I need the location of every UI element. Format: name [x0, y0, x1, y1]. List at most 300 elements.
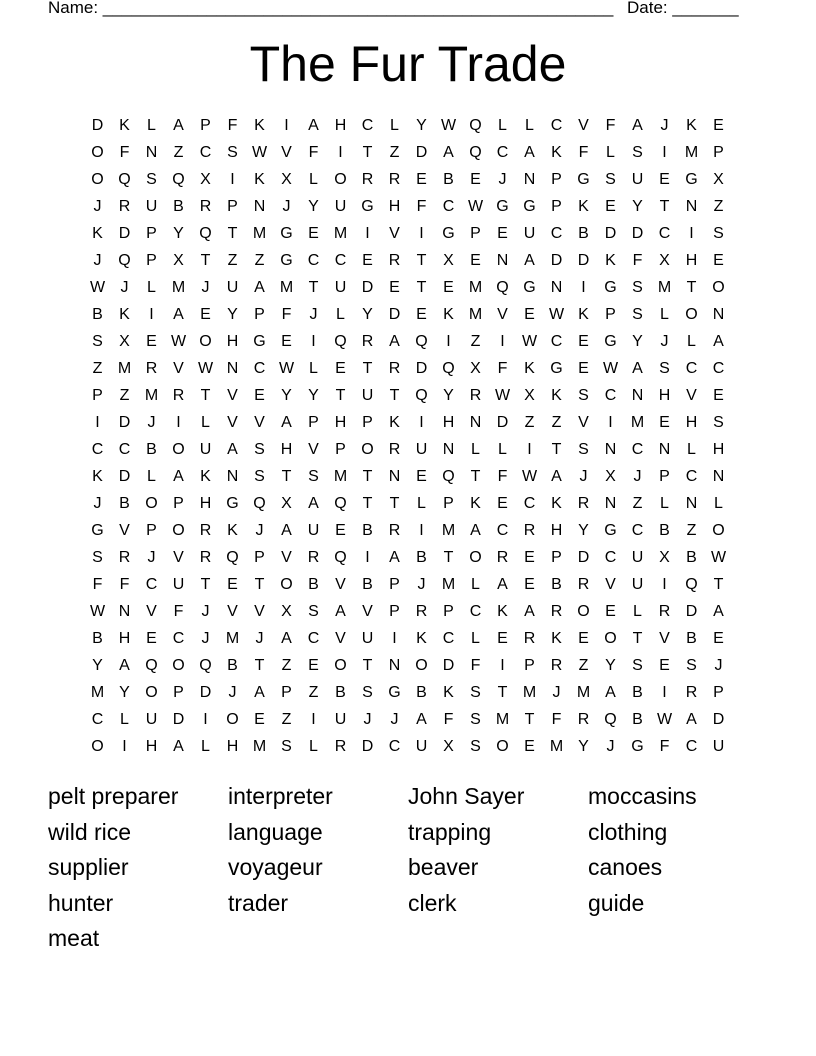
grid-letter: J — [201, 279, 210, 296]
grid-letter: A — [470, 522, 481, 539]
date-field-label: Date: _______ — [627, 0, 739, 17]
grid-letter: V — [497, 306, 508, 323]
grid-letter: T — [713, 576, 724, 593]
grid-letter: K — [443, 684, 454, 701]
grid-letter: L — [498, 117, 507, 134]
grid-letter: L — [147, 117, 156, 134]
grid-letter: L — [390, 117, 399, 134]
grid-letter: M — [441, 522, 456, 539]
grid-letter: T — [632, 630, 643, 647]
grid-letter: J — [660, 117, 669, 134]
grid-letter: N — [658, 441, 671, 458]
grid-letter: G — [280, 252, 293, 269]
grid-letter: K — [524, 360, 535, 377]
grid-letter: E — [335, 522, 346, 539]
grid-letter: N — [388, 468, 401, 485]
grid-letter: C — [685, 738, 698, 755]
grid-letter: N — [685, 495, 698, 512]
grid-letter: I — [419, 414, 424, 431]
grid-letter: N — [253, 198, 266, 215]
grid-letter: B — [686, 549, 697, 566]
grid-letter: A — [281, 522, 292, 539]
grid-row — [84, 328, 732, 355]
grid-letter: T — [551, 441, 562, 458]
grid-letter: D — [550, 252, 563, 269]
grid-letter: N — [145, 144, 158, 161]
grid-letter: R — [523, 522, 536, 539]
grid-letter: R — [577, 711, 590, 728]
grid-letter: P — [254, 549, 265, 566]
grid-letter: G — [604, 333, 617, 350]
grid-letter: B — [362, 522, 373, 539]
grid-letter: C — [334, 252, 347, 269]
grid-letter: T — [362, 468, 373, 485]
grid-letter: O — [199, 333, 212, 350]
grid-letter: I — [122, 738, 127, 755]
grid-letter: S — [713, 225, 724, 242]
grid-letter: K — [119, 117, 130, 134]
grid-letter: Q — [334, 495, 347, 512]
grid-letter: N — [226, 360, 239, 377]
grid-letter: D — [604, 225, 617, 242]
grid-letter: N — [469, 414, 482, 431]
grid-letter: E — [470, 252, 481, 269]
grid-letter: C — [307, 630, 320, 647]
grid-letter: J — [660, 333, 669, 350]
grid-letter: I — [284, 117, 289, 134]
grid-letter: O — [685, 306, 698, 323]
grid-letter: O — [334, 657, 347, 674]
grid-letter: Q — [442, 468, 455, 485]
grid-letter: A — [524, 603, 535, 620]
grid-letter: E — [713, 117, 724, 134]
grid-letter: R — [577, 576, 590, 593]
grid-letter: A — [173, 468, 184, 485]
grid-letter: H — [685, 414, 698, 431]
grid-letter: Y — [119, 684, 130, 701]
grid-letter: Y — [416, 117, 427, 134]
grid-letter: E — [146, 333, 157, 350]
grid-letter: G — [388, 684, 401, 701]
grid-letter: O — [334, 171, 347, 188]
grid-letter: Z — [227, 252, 238, 269]
grid-letter: B — [686, 630, 697, 647]
grid-letter: D — [442, 657, 455, 674]
grid-letter: I — [311, 711, 316, 728]
grid-letter: D — [631, 225, 644, 242]
grid-letter: R — [118, 198, 131, 215]
grid-letter: P — [146, 225, 157, 242]
word-bank-item: John Sayer — [408, 783, 525, 809]
grid-letter: Y — [605, 657, 616, 674]
grid-letter: X — [659, 549, 670, 566]
grid-letter: T — [362, 360, 373, 377]
grid-letter: R — [388, 522, 401, 539]
grid-letter: A — [389, 549, 400, 566]
grid-letter: U — [145, 711, 158, 728]
grid-letter: V — [173, 360, 184, 377]
grid-letter: E — [578, 360, 589, 377]
grid-letter: B — [335, 684, 346, 701]
grid-row — [84, 139, 732, 166]
grid-letter: V — [335, 630, 346, 647]
grid-letter: J — [714, 657, 723, 674]
grid-letter: F — [659, 738, 670, 755]
grid-letter: M — [117, 360, 132, 377]
grid-letter: A — [308, 495, 319, 512]
grid-letter: A — [173, 738, 184, 755]
grid-letter: I — [203, 711, 208, 728]
grid-letter: A — [254, 684, 265, 701]
grid-letter: Z — [551, 414, 562, 431]
grid-letter: G — [280, 225, 293, 242]
grid-letter: E — [443, 279, 454, 296]
grid-letter: R — [523, 630, 536, 647]
grid-letter: N — [631, 387, 644, 404]
grid-letter: I — [581, 279, 586, 296]
grid-row — [84, 382, 732, 409]
grid-letter: Q — [334, 333, 347, 350]
grid-letter: E — [416, 468, 427, 485]
grid-letter: I — [689, 225, 694, 242]
grid-letter: P — [227, 198, 238, 215]
grid-letter: N — [523, 171, 536, 188]
grid-letter: J — [363, 711, 372, 728]
grid-letter: A — [281, 414, 292, 431]
grid-letter: M — [495, 711, 510, 728]
name-field-label: Name: ______________________________________________________ — [48, 0, 614, 17]
grid-letter: F — [119, 144, 130, 161]
grid-letter: R — [469, 387, 482, 404]
grid-letter: Z — [254, 252, 265, 269]
grid-letter: M — [252, 225, 267, 242]
grid-letter: O — [145, 495, 158, 512]
grid-letter: A — [713, 603, 724, 620]
grid-letter: G — [685, 171, 698, 188]
grid-letter: J — [93, 198, 102, 215]
grid-letter: U — [523, 225, 536, 242]
grid-letter: P — [389, 603, 400, 620]
grid-row — [84, 112, 732, 139]
grid-letter: C — [145, 576, 158, 593]
grid-letter: M — [630, 414, 645, 431]
grid-letter: R — [550, 603, 563, 620]
grid-letter: X — [470, 360, 481, 377]
grid-letter: V — [227, 414, 238, 431]
grid-letter: P — [470, 225, 481, 242]
grid-letter: U — [334, 198, 347, 215]
grid-letter: K — [497, 603, 508, 620]
grid-letter: O — [604, 630, 617, 647]
grid-letter: Q — [685, 576, 698, 593]
grid-letter: E — [497, 495, 508, 512]
grid-letter: A — [335, 603, 346, 620]
grid-letter: B — [308, 576, 319, 593]
grid-letter: L — [633, 603, 642, 620]
grid-letter: R — [199, 522, 212, 539]
grid-letter: V — [686, 387, 697, 404]
grid-letter: X — [713, 171, 724, 188]
grid-letter: V — [389, 225, 400, 242]
grid-letter: T — [497, 684, 508, 701]
grid-letter: E — [713, 630, 724, 647]
grid-letter: H — [280, 441, 293, 458]
grid-letter: U — [631, 549, 644, 566]
grid-row — [84, 679, 732, 706]
grid-letter: P — [551, 198, 562, 215]
grid-letter: A — [281, 630, 292, 647]
grid-letter: S — [632, 279, 643, 296]
grid-letter: Q — [334, 549, 347, 566]
grid-letter: U — [415, 441, 428, 458]
grid-letter: K — [92, 225, 103, 242]
grid-letter: W — [521, 468, 538, 485]
grid-letter: P — [281, 684, 292, 701]
grid-letter: F — [497, 360, 508, 377]
word-bank-item: wild rice — [48, 818, 132, 845]
grid-row — [84, 625, 732, 652]
grid-letter: S — [92, 333, 103, 350]
grid-letter: B — [632, 711, 643, 728]
grid-letter: M — [225, 630, 240, 647]
grid-letter: D — [118, 225, 131, 242]
grid-letter: W — [710, 549, 727, 566]
grid-letter: E — [389, 279, 400, 296]
grid-letter: T — [416, 279, 427, 296]
grid-letter: F — [605, 117, 616, 134]
word-bank-item: trader — [228, 889, 289, 916]
page-title: The Fur Trade — [249, 36, 567, 92]
grid-letter: D — [415, 144, 428, 161]
grid-letter: C — [496, 144, 509, 161]
grid-letter: N — [604, 495, 617, 512]
grid-letter: U — [415, 738, 428, 755]
grid-letter: U — [226, 279, 239, 296]
grid-letter: P — [146, 252, 157, 269]
grid-letter: I — [662, 684, 667, 701]
grid-letter: K — [551, 144, 562, 161]
grid-letter: N — [388, 657, 401, 674]
grid-letter: L — [687, 333, 696, 350]
grid-letter: C — [388, 738, 401, 755]
grid-letter: W — [89, 279, 106, 296]
grid-letter: F — [578, 144, 589, 161]
grid-letter: I — [365, 225, 370, 242]
grid-letter: M — [468, 306, 483, 323]
grid-letter: X — [659, 252, 670, 269]
grid-letter: N — [685, 198, 698, 215]
grid-letter: I — [149, 306, 154, 323]
grid-letter: J — [255, 522, 264, 539]
grid-letter: Z — [119, 387, 130, 404]
grid-letter: P — [659, 468, 670, 485]
grid-letter: V — [173, 549, 184, 566]
grid-letter: X — [443, 252, 454, 269]
grid-letter: G — [361, 198, 374, 215]
grid-letter: R — [658, 603, 671, 620]
grid-letter: S — [281, 738, 292, 755]
grid-letter: A — [524, 252, 535, 269]
grid-letter: C — [91, 711, 104, 728]
grid-letter: R — [685, 684, 698, 701]
grid-letter: S — [308, 603, 319, 620]
grid-letter: P — [713, 684, 724, 701]
grid-letter: A — [713, 333, 724, 350]
grid-letter: R — [199, 198, 212, 215]
grid-row — [84, 247, 732, 274]
grid-letter: D — [91, 117, 104, 134]
grid-letter: R — [172, 387, 185, 404]
grid-letter: V — [308, 441, 319, 458]
grid-letter: Z — [632, 495, 643, 512]
grid-letter: N — [712, 468, 725, 485]
grid-letter: T — [335, 387, 346, 404]
grid-letter: C — [199, 144, 212, 161]
grid-letter: T — [362, 144, 373, 161]
grid-letter: X — [119, 333, 130, 350]
grid-letter: Q — [226, 549, 239, 566]
grid-row — [84, 490, 732, 517]
grid-row — [84, 220, 732, 247]
grid-letter: G — [550, 360, 563, 377]
grid-letter: D — [172, 711, 185, 728]
grid-letter: D — [118, 468, 131, 485]
grid-letter: E — [254, 711, 265, 728]
grid-letter: K — [389, 414, 400, 431]
grid-letter: T — [254, 576, 265, 593]
grid-letter: Z — [578, 657, 589, 674]
grid-letter: N — [442, 441, 455, 458]
grid-letter: Q — [469, 144, 482, 161]
grid-letter: P — [362, 414, 373, 431]
grid-letter: J — [120, 279, 129, 296]
grid-letter: M — [90, 684, 105, 701]
grid-letter: V — [659, 630, 670, 647]
grid-letter: O — [415, 657, 428, 674]
grid-letter: K — [686, 117, 697, 134]
grid-letter: O — [91, 738, 104, 755]
grid-letter: J — [201, 603, 210, 620]
grid-letter: Q — [442, 360, 455, 377]
grid-letter: O — [172, 657, 185, 674]
grid-letter: I — [527, 441, 532, 458]
grid-letter: C — [550, 117, 563, 134]
grid-letter: L — [309, 738, 318, 755]
grid-letter: V — [254, 414, 265, 431]
grid-letter: S — [362, 684, 373, 701]
grid-letter: Y — [632, 198, 643, 215]
grid-row — [84, 274, 732, 301]
grid-row — [84, 544, 732, 571]
grid-letter: L — [606, 144, 615, 161]
grid-row — [84, 301, 732, 328]
grid-letter: U — [307, 522, 320, 539]
grid-letter: E — [281, 333, 292, 350]
grid-letter: G — [496, 198, 509, 215]
grid-letter: Y — [227, 306, 238, 323]
grid-letter: R — [118, 549, 131, 566]
grid-letter: Z — [281, 657, 292, 674]
grid-letter: K — [470, 495, 481, 512]
grid-letter: V — [362, 603, 373, 620]
grid-letter: S — [470, 738, 481, 755]
grid-letter: Z — [173, 144, 184, 161]
grid-letter: T — [254, 657, 265, 674]
grid-letter: H — [199, 495, 212, 512]
grid-letter: R — [388, 252, 401, 269]
grid-letter: G — [442, 225, 455, 242]
grid-letter: N — [118, 603, 131, 620]
grid-letter: O — [280, 576, 293, 593]
grid-letter: X — [200, 171, 211, 188]
grid-letter: C — [604, 549, 617, 566]
grid-row — [84, 436, 732, 463]
grid-letter: Z — [524, 414, 535, 431]
grid-letter: D — [361, 738, 374, 755]
grid-letter: J — [633, 468, 642, 485]
grid-letter: L — [147, 279, 156, 296]
grid-letter: H — [334, 117, 347, 134]
grid-letter: E — [254, 387, 265, 404]
grid-letter: I — [419, 522, 424, 539]
grid-letter: R — [388, 360, 401, 377]
grid-letter: L — [471, 630, 480, 647]
grid-letter: X — [281, 603, 292, 620]
grid-letter: I — [95, 414, 100, 431]
grid-letter: L — [471, 576, 480, 593]
grid-letter: A — [173, 306, 184, 323]
grid-letter: C — [550, 333, 563, 350]
grid-letter: Y — [443, 387, 454, 404]
grid-letter: C — [712, 360, 725, 377]
grid-letter: S — [146, 171, 157, 188]
grid-letter: B — [362, 576, 373, 593]
grid-letter: T — [200, 252, 211, 269]
grid-letter: J — [309, 306, 318, 323]
grid-letter: X — [281, 171, 292, 188]
grid-letter: W — [278, 360, 295, 377]
word-bank-item: hunter — [48, 889, 114, 916]
grid-letter: W — [467, 198, 484, 215]
grid-letter: H — [658, 387, 671, 404]
grid-letter: E — [470, 171, 481, 188]
grid-letter: F — [632, 252, 643, 269]
grid-row — [84, 652, 732, 679]
word-bank-item: meat — [48, 925, 100, 951]
grid-letter: I — [500, 657, 505, 674]
grid-letter: F — [497, 468, 508, 485]
grid-letter: L — [336, 306, 345, 323]
grid-letter: G — [631, 738, 644, 755]
grid-letter: P — [713, 144, 724, 161]
grid-letter: P — [389, 576, 400, 593]
grid-letter: M — [576, 684, 591, 701]
grid-letter: L — [417, 495, 426, 512]
grid-letter: Y — [308, 387, 319, 404]
grid-letter: O — [577, 603, 590, 620]
word-bank-item: canoes — [588, 854, 663, 880]
grid-letter: J — [228, 684, 237, 701]
grid-letter: M — [171, 279, 186, 296]
grid-letter: S — [254, 468, 265, 485]
grid-letter: Y — [578, 522, 589, 539]
grid-letter: D — [388, 306, 401, 323]
grid-letter: K — [551, 495, 562, 512]
grid-letter: D — [712, 711, 725, 728]
grid-letter: P — [335, 441, 346, 458]
grid-letter: S — [632, 144, 643, 161]
word-bank-item: language — [228, 818, 323, 845]
